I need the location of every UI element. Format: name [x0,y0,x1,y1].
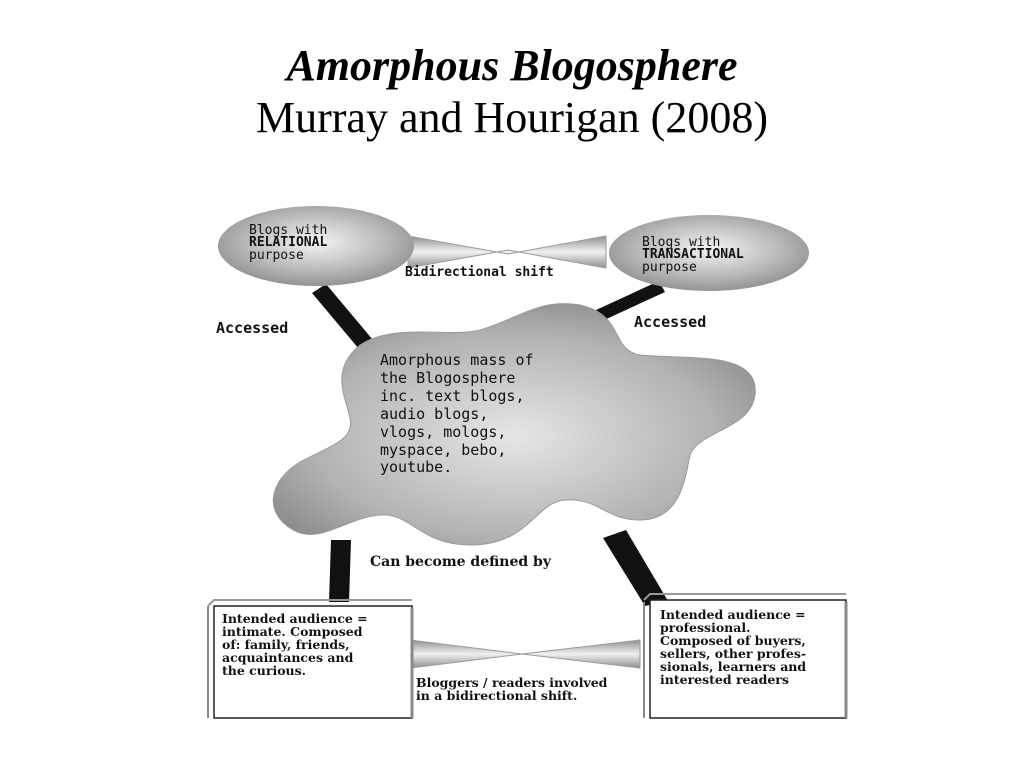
relational-label: Blogs with RELATIONAL purpose [249,223,328,263]
bottom-shift-label: Bloggers / readers involved in a bidirectional shift. [416,675,608,703]
slide-subtitle: Murray and Hourigan (2008) [256,93,768,142]
professional-audience-text: Intended audience = professional. Composed of buyers, sellers, other profes- sionals, learners and interested readers [660,607,807,687]
top-shift-arrow [408,236,606,268]
accessed-left-label: Accessed [216,319,289,337]
connector-left-bottom [329,540,351,602]
defined-by-label: Can become defined by [370,554,551,570]
top-shift-label: Bidirectional shift [405,265,554,280]
intimate-audience-text: Intended audience = intimate. Composed of: family, friends, acquaintances and the curious. [222,611,368,678]
bottom-shift-arrow [410,640,640,668]
accessed-right-label: Accessed [634,313,707,331]
transactional-label: Blogs with TRANSACTIONAL purpose [642,235,744,275]
slide-title: Amorphous Blogosphere [286,41,738,90]
blob-text: Amorphous mass of the Blogosphere inc. text blogs, audio blogs, vlogs, mologs, myspace, bebo, youtube. [380,351,534,476]
